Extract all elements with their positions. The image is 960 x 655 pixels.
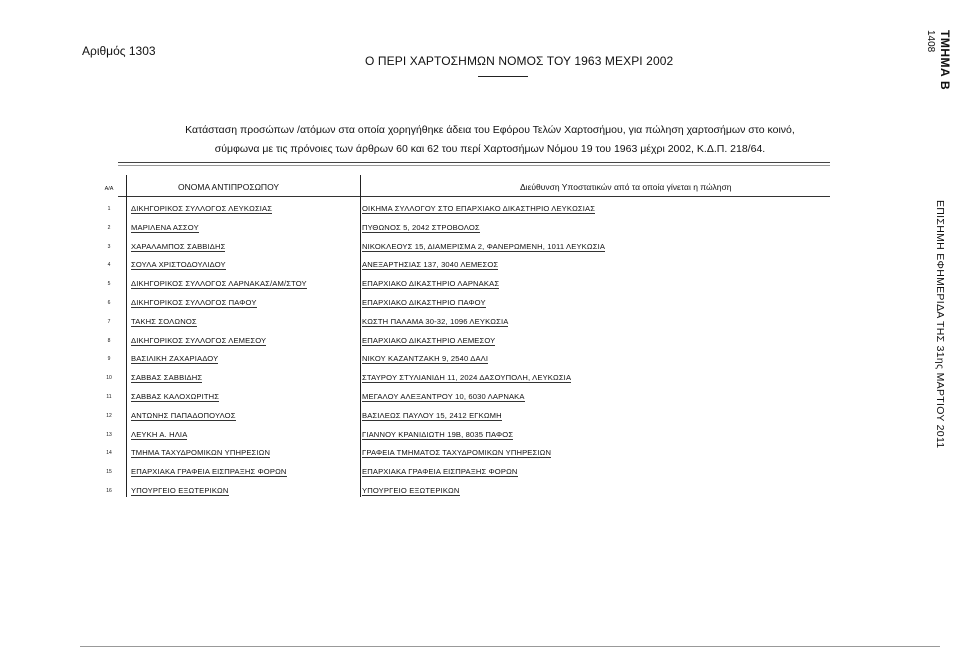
row-name: ΕΠΑΡΧΙΑΚΑ ΓΡΑΦΕΙΑ ΕΙΣΠΡΑΞΗΣ ΦΟΡΩΝ bbox=[131, 467, 287, 477]
table-row bbox=[96, 275, 836, 293]
row-address: ΝΙΚΟΚΛΕΟΥΣ 15, ΔΙΑΜΕΡΙΣΜΑ 2, ΦΑΝΕΡΩΜΕΝΗ, 1011 ΛΕΥΚΩΣΙΑ bbox=[362, 241, 606, 251]
row-number: 16 bbox=[106, 488, 112, 494]
law-title: Ο ΠΕΡΙ ΧΑΡΤΟΣΗΜΩΝ ΝΟΜΟΣ ΤΟΥ 1963 ΜΕΧΡΙ 2002 bbox=[365, 54, 674, 68]
row-address: ΚΩΣΤΗ ΠΑΛΑΜΑ 30-32, 1096 ΛΕΥΚΩΣΙΑ bbox=[362, 316, 509, 326]
row-number: 3 bbox=[107, 243, 111, 250]
row-name: ΔΙΚΗΓΟΡΙΚΟΣ ΣΥΛΛΟΓΟΣ ΠΑΦΟΥ bbox=[131, 298, 257, 307]
row-name: ΒΑΣΙΛΙΚΗ ΖΑΧΑΡΙΑΔΟΥ bbox=[131, 354, 219, 364]
intro-paragraph bbox=[140, 121, 840, 159]
side-section-label: ΤΜΗΜΑ Β bbox=[938, 30, 952, 91]
table-row bbox=[96, 482, 836, 500]
row-name: ΣΑΒΒΑΣ ΣΑΒΒΙΔΗΣ bbox=[131, 373, 203, 383]
row-number: 7 bbox=[107, 318, 111, 325]
side-page-number: 1408 bbox=[925, 30, 936, 53]
header-num: Α/Α bbox=[104, 186, 114, 192]
row-number: 11 bbox=[106, 394, 112, 400]
row-number: 10 bbox=[106, 375, 112, 382]
header-address: Διεύθυνση Υποστατικών από τα οποία γίνεται η πώληση bbox=[520, 182, 732, 192]
row-address: ΥΠΟΥΡΓΕΙΟ ΕΞΩΤΕΡΙΚΩΝ bbox=[362, 486, 460, 495]
table-row bbox=[96, 444, 836, 462]
row-address: ΟΙΚΗΜΑ ΣΥΛΛΟΓΟΥ ΣΤΟ ΕΠΑΡΧΙΑΚΟ ΔΙΚΑΣΤΗΡΙΟ ΛΕΥΚΩΣΙΑΣ bbox=[362, 204, 596, 213]
table-row bbox=[96, 426, 836, 444]
row-number: 5 bbox=[107, 281, 111, 288]
table-row bbox=[96, 332, 836, 350]
table-row bbox=[96, 369, 836, 387]
row-number: 9 bbox=[107, 356, 111, 363]
row-address: ΑΝΕΞΑΡΤΗΣΙΑΣ 137, 3040 ΛΕΜΕΣΟΣ bbox=[362, 260, 499, 270]
row-address: ΠΥΘΩΝΟΣ 5, 2042 ΣΤΡΟΒΟΛΟΣ bbox=[362, 222, 480, 232]
row-address: ΕΠΑΡΧΙΑΚΟ ΔΙΚΑΣΤΗΡΙΟ ΛΕΜΕΣΟΥ bbox=[362, 335, 496, 345]
row-name: ΔΙΚΗΓΟΡΙΚΟΣ ΣΥΛΛΟΓΟΣ ΛΑΡΝΑΚΑΣ/ΑΜ/ΣΤΟΥ bbox=[131, 279, 307, 289]
row-address: ΜΕΓΑΛΟΥ ΑΛΕΞΑΝΤΡΟΥ 10, 6030 ΛΑΡΝΑΚΑ bbox=[362, 392, 525, 401]
table-row bbox=[96, 407, 836, 425]
row-number: 8 bbox=[107, 337, 111, 344]
row-name: ΣΟΥΛΑ ΧΡΙΣΤΟΔΟΥΛΙΔΟΥ bbox=[131, 260, 226, 270]
row-address: ΕΠΑΡΧΙΑΚΑ ΓΡΑΦΕΙΑ ΕΙΣΠΡΑΞΗΣ ΦΟΡΩΝ bbox=[362, 467, 518, 477]
row-name: ΤΜΗΜΑ ΤΑΧΥΔΡΟΜΙΚΩΝ ΥΠΗΡΕΣΙΩΝ bbox=[131, 448, 271, 458]
table-top-rule bbox=[118, 162, 830, 163]
row-number: 1 bbox=[107, 206, 111, 212]
table-row bbox=[96, 313, 836, 331]
row-name: ΜΑΡΙΛΕΝΑ ΑΣΣΟΥ bbox=[131, 222, 199, 232]
row-number: 6 bbox=[107, 300, 111, 306]
table-row bbox=[96, 294, 836, 312]
table-top-rule-secondary bbox=[118, 165, 830, 166]
row-address: ΒΑΣΙΛΕΩΣ ΠΑΥΛΟΥ 15, 2412 ΕΓΚΩΜΗ bbox=[362, 410, 502, 420]
row-address: ΝΙΚΟΥ ΚΑΖΑΝΤΖΑΚΗ 9, 2540 ΔΑΛΙ bbox=[362, 354, 489, 364]
row-name: ΑΝΤΩΝΗΣ ΠΑΠΑΔΟΠΟΥΛΟΣ bbox=[131, 410, 236, 420]
row-name: ΔΙΚΗΓΟΡΙΚΟΣ ΣΥΛΛΟΓΟΣ ΛΕΜΕΣΟΥ bbox=[131, 335, 267, 345]
row-address: ΕΠΑΡΧΙΑΚΟ ΔΙΚΑΣΤΗΡΙΟ ΛΑΡΝΑΚΑΣ bbox=[362, 279, 500, 289]
table-row bbox=[96, 219, 836, 237]
table-row bbox=[96, 350, 836, 368]
row-name: ΧΑΡΑΛΑΜΠΟΣ ΣΑΒΒΙΔΗΣ bbox=[131, 241, 226, 251]
page-bottom-rule bbox=[80, 646, 940, 647]
header-name: ΟΝΟΜΑ ΑΝΤΙΠΡΟΣΩΠΟΥ bbox=[178, 182, 280, 192]
header-rule bbox=[118, 196, 830, 197]
row-number: 15 bbox=[106, 469, 112, 476]
row-number: 2 bbox=[107, 224, 111, 231]
notice-number: Αριθμός 1303 bbox=[82, 44, 156, 58]
side-gazette-label: ΕΠΙΣΗΜΗ ΕΦΗΜΕΡΙΔΑ ΤΗΣ 31ης ΜΑΡΤΙΟΥ 2011 bbox=[934, 200, 946, 449]
title-underline bbox=[478, 76, 528, 77]
row-number: 14 bbox=[106, 450, 112, 457]
row-address: ΣΤΑΥΡΟΥ ΣΤΥΛΙΑΝΙΔΗ 11, 2024 ΔΑΣΟΥΠΟΛΗ, ΛΕΥΚΩΣΙΑ bbox=[362, 373, 572, 383]
table-row bbox=[96, 388, 836, 406]
table-row bbox=[96, 238, 836, 256]
row-address: ΕΠΑΡΧΙΑΚΟ ΔΙΚΑΣΤΗΡΙΟ ΠΑΦΟΥ bbox=[362, 298, 486, 307]
intro-line-2: σύμφωνα με τις πρόνοιες των άρθρων 60 και 62 του περί Χαρτοσήμων Νόμου 19 του 1963 μέχρι 2002, Κ.Δ.Π. 218/64. bbox=[214, 143, 766, 155]
row-name: ΣΑΒΒΑΣ ΚΑΛΟΧΩΡΙΤΗΣ bbox=[131, 392, 220, 401]
table-row bbox=[96, 463, 836, 481]
row-name: ΔΙΚΗΓΟΡΙΚΟΣ ΣΥΛΛΟΓΟΣ ΛΕΥΚΩΣΙΑΣ bbox=[131, 204, 273, 213]
row-number: 4 bbox=[107, 262, 111, 269]
row-name: ΤΑΚΗΣ ΣΟΛΩΝΟΣ bbox=[131, 316, 197, 326]
row-address: ΓΙΑΝΝΟΥ ΚΡΑΝΙΔΙΩΤΗ 19Β, 8035 ΠΑΦΟΣ bbox=[362, 429, 514, 439]
table-row bbox=[96, 256, 836, 274]
row-number: 13 bbox=[106, 431, 112, 438]
row-name: ΥΠΟΥΡΓΕΙΟ ΕΞΩΤΕΡΙΚΩΝ bbox=[131, 486, 229, 495]
row-address: ΓΡΑΦΕΙΑ ΤΜΗΜΑΤΟΣ ΤΑΧΥΔΡΟΜΙΚΩΝ ΥΠΗΡΕΣΙΩΝ bbox=[362, 448, 552, 458]
row-number: 12 bbox=[106, 412, 112, 419]
intro-line-1: Κατάσταση προσώπων /ατόμων στα οποία χορηγήθηκε άδεια του Εφόρου Τελών Χαρτοσήμου, για πώληση χαρτοσήμων στο κοινό, bbox=[185, 124, 795, 136]
table-row bbox=[96, 200, 836, 218]
row-name: ΛΕΥΚΗ Α. ΗΛΙΑ bbox=[131, 429, 188, 439]
